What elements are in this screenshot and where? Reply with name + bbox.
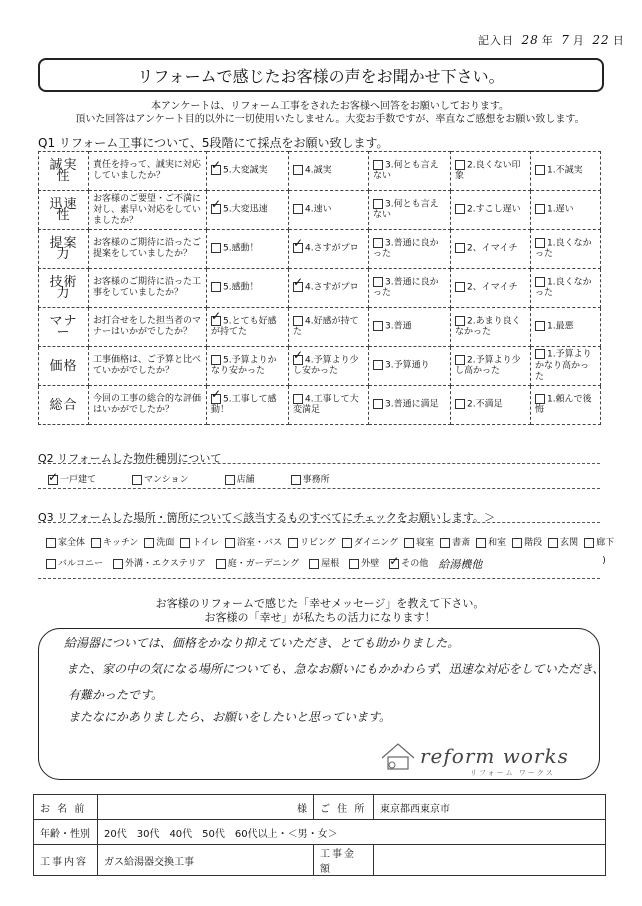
intro-line-2: 頂いた回答はアンケート目的以外に一切使用いたしません。大変お手数ですが、率直なご感想をお願い致します。 bbox=[75, 114, 585, 125]
criterion-label: 価格 bbox=[39, 347, 89, 386]
checkbox[interactable] bbox=[455, 282, 465, 292]
entry-date bbox=[478, 32, 625, 48]
rating-option-label: 5.感動！ bbox=[223, 243, 259, 254]
property-type-option[interactable] bbox=[225, 472, 255, 485]
message-title bbox=[60, 597, 580, 625]
criterion-label: 誠実性 bbox=[39, 152, 89, 191]
rating-option-label: 5.とても好感が持てた bbox=[211, 316, 277, 338]
rating-option[interactable] bbox=[369, 152, 451, 191]
rating-option-label: 4.好感が持てた bbox=[293, 316, 359, 338]
place-option-label: 和室 bbox=[488, 538, 507, 548]
address-label: ご 住 所 bbox=[314, 795, 374, 820]
checkbox[interactable] bbox=[548, 538, 558, 548]
handwritten-line: またなにかありましたら、お願いをしたいと思っています。 bbox=[68, 710, 392, 724]
checkbox[interactable] bbox=[46, 538, 56, 548]
rating-option-label: 3.予算通り bbox=[385, 360, 430, 371]
place-option-label: 洗面 bbox=[156, 538, 175, 548]
checkbox[interactable] bbox=[144, 538, 154, 548]
checkbox[interactable] bbox=[309, 559, 319, 569]
rating-option[interactable] bbox=[451, 308, 531, 347]
checkbox[interactable] bbox=[293, 282, 303, 292]
checkbox[interactable] bbox=[535, 394, 545, 404]
place-option[interactable] bbox=[46, 535, 85, 548]
checkbox[interactable] bbox=[48, 475, 58, 485]
divider bbox=[38, 488, 600, 489]
criterion-question: お客様のご期待に沿ったご提案をしていましたか？ bbox=[89, 230, 207, 269]
rating-option-label: 3.普通 bbox=[385, 321, 412, 332]
age-gender-label: 年齢・性別 bbox=[34, 820, 98, 845]
place-option-label: 外溝・エクステリア bbox=[125, 559, 206, 569]
rating-option-label: 3.普通に良かった bbox=[373, 277, 439, 299]
rating-option[interactable] bbox=[531, 308, 601, 347]
date-month-unit: 月 bbox=[572, 34, 585, 47]
checkbox[interactable] bbox=[373, 160, 383, 170]
rating-option[interactable] bbox=[369, 347, 451, 386]
reform-works-logo: reform works bbox=[420, 744, 569, 768]
rating-row bbox=[39, 230, 601, 269]
rating-option[interactable] bbox=[289, 308, 369, 347]
place-option-label: 玄関 bbox=[560, 538, 579, 548]
place-option[interactable] bbox=[512, 535, 542, 548]
place-option[interactable] bbox=[389, 556, 428, 572]
date-year: 28 bbox=[521, 33, 539, 47]
place-option-label: キッチン bbox=[103, 538, 139, 548]
rating-option[interactable] bbox=[207, 386, 289, 425]
rating-row bbox=[39, 386, 601, 425]
place-options-row-2 bbox=[46, 556, 606, 572]
checkbox[interactable] bbox=[211, 243, 221, 253]
place-option[interactable] bbox=[225, 535, 282, 548]
checkbox[interactable] bbox=[291, 475, 301, 485]
checkbox[interactable] bbox=[293, 394, 303, 404]
rating-option[interactable] bbox=[289, 230, 369, 269]
rating-option[interactable] bbox=[531, 230, 601, 269]
address-value: 東京都西東京市 bbox=[374, 795, 606, 820]
rating-option-label: 5.工事して感動！ bbox=[211, 394, 277, 416]
rating-option[interactable] bbox=[289, 191, 369, 230]
rating-option[interactable] bbox=[451, 347, 531, 386]
property-type-label: 一戸建て bbox=[60, 475, 97, 485]
date-year-unit: 年 bbox=[541, 34, 554, 47]
property-type-options bbox=[48, 472, 330, 485]
message-title-line-2: お客様の「幸せ」が私たちの活力になります！ bbox=[204, 611, 436, 624]
rating-option-label: 5.予算よりかなり安かった bbox=[211, 355, 277, 377]
criterion-question: お客様のご期待に沿った工事をしていましたか？ bbox=[89, 269, 207, 308]
checkbox[interactable] bbox=[535, 321, 545, 331]
checkbox[interactable] bbox=[455, 355, 465, 365]
rating-option[interactable] bbox=[451, 269, 531, 308]
rating-option[interactable] bbox=[369, 191, 451, 230]
rating-option-label: 5.大変誠実 bbox=[223, 165, 268, 176]
rating-option-label: 1.遅い bbox=[547, 204, 574, 215]
handwritten-line: 有難かったです。 bbox=[68, 688, 164, 702]
checkbox[interactable] bbox=[211, 204, 221, 214]
rating-option-label: 1.良くなかった bbox=[535, 238, 592, 260]
checkbox[interactable] bbox=[455, 316, 465, 326]
place-option-label: 外壁 bbox=[361, 559, 380, 569]
criterion-question: お打合せをした担当者のマナーはいかがでしたか？ bbox=[89, 308, 207, 347]
rating-option-label: 3.普通に良かった bbox=[373, 238, 439, 260]
checkbox[interactable] bbox=[455, 160, 465, 170]
property-type-option[interactable] bbox=[291, 472, 330, 485]
checkbox[interactable] bbox=[373, 360, 383, 370]
other-close-paren: ) bbox=[602, 556, 606, 566]
criterion-label: マナー bbox=[39, 308, 89, 347]
checkbox[interactable] bbox=[211, 165, 221, 175]
checkbox[interactable] bbox=[211, 316, 221, 326]
rating-option-label: 4.さすがプロ bbox=[305, 243, 359, 254]
place-option[interactable] bbox=[440, 535, 470, 548]
checkbox[interactable] bbox=[225, 538, 235, 548]
rating-option-label: 3.何とも言えない bbox=[373, 160, 439, 182]
checkbox[interactable] bbox=[293, 355, 303, 365]
rating-option-label: 1.予算よりかなり高かった bbox=[535, 349, 592, 382]
checkbox[interactable] bbox=[288, 538, 298, 548]
amount-label: 工事金額 bbox=[314, 845, 374, 876]
place-option[interactable] bbox=[349, 556, 379, 572]
checkbox[interactable] bbox=[535, 349, 545, 359]
checkbox[interactable] bbox=[91, 538, 101, 548]
checkbox[interactable] bbox=[535, 277, 545, 287]
place-option[interactable] bbox=[144, 535, 174, 548]
checkbox[interactable] bbox=[113, 559, 123, 569]
rating-option[interactable] bbox=[531, 152, 601, 191]
handwritten-line: 給湯器については、価格をかなり抑えていただき、とても助かりました。 bbox=[64, 636, 460, 650]
place-option-label: トイレ bbox=[192, 538, 219, 548]
criterion-question: 今回の工事の総合的な評価はいかがでしたか？ bbox=[89, 386, 207, 425]
place-option-label: 寝室 bbox=[416, 538, 435, 548]
checkbox[interactable] bbox=[440, 538, 450, 548]
rating-option-label: 1.良くなかった bbox=[535, 277, 592, 299]
amount-value bbox=[374, 845, 606, 876]
rating-option[interactable] bbox=[531, 347, 601, 386]
checkbox[interactable] bbox=[535, 238, 545, 248]
property-type-label: 事務所 bbox=[302, 475, 330, 485]
rating-option[interactable] bbox=[369, 230, 451, 269]
rating-option[interactable] bbox=[451, 230, 531, 269]
place-option-label: 書斎 bbox=[452, 538, 471, 548]
rating-option[interactable] bbox=[451, 152, 531, 191]
rating-option-label: 4.誠実 bbox=[305, 165, 332, 176]
place-option[interactable] bbox=[584, 535, 614, 548]
place-option[interactable] bbox=[548, 535, 578, 548]
rating-row bbox=[39, 269, 601, 308]
property-type-label: マンション bbox=[144, 475, 189, 485]
checkbox[interactable] bbox=[225, 475, 235, 485]
rating-row bbox=[39, 347, 601, 386]
rating-option-label: 5.大変迅速 bbox=[223, 204, 268, 215]
intro-text bbox=[60, 100, 600, 126]
rating-option[interactable] bbox=[531, 269, 601, 308]
place-option[interactable] bbox=[180, 535, 219, 548]
rating-option-label: 1.最悪 bbox=[547, 321, 574, 332]
rating-option[interactable] bbox=[207, 347, 289, 386]
property-type-option[interactable] bbox=[132, 472, 189, 485]
checkbox[interactable] bbox=[211, 282, 221, 292]
rating-option[interactable] bbox=[289, 386, 369, 425]
checkbox[interactable] bbox=[455, 399, 465, 409]
rating-option[interactable] bbox=[207, 308, 289, 347]
work-value: ガス給湯器交換工事 bbox=[98, 845, 314, 876]
survey-title: リフォームで感じたお客様の声をお聞かせ下さい。 bbox=[38, 58, 604, 92]
checkbox[interactable] bbox=[349, 559, 359, 569]
q1-heading: Q1 リフォーム工事について、5段階にて採点をお願い致します。 bbox=[38, 136, 389, 150]
place-option-label: バルコニー bbox=[58, 559, 104, 569]
checkbox[interactable] bbox=[389, 559, 399, 569]
rating-option[interactable] bbox=[531, 386, 601, 425]
place-options-row-1 bbox=[46, 535, 615, 548]
rating-option-label: 4.予算より少し安かった bbox=[293, 355, 359, 377]
rating-option[interactable] bbox=[369, 308, 451, 347]
rating-row bbox=[39, 308, 601, 347]
rating-option-label: 1.頼んで後悔 bbox=[535, 394, 592, 416]
criterion-label: 提案力 bbox=[39, 230, 89, 269]
rating-option-label: 1.不誠実 bbox=[547, 165, 583, 176]
place-option-label: リビング bbox=[299, 538, 336, 548]
divider bbox=[38, 578, 600, 579]
rating-option-label: 2.あまり良くなかった bbox=[455, 316, 521, 338]
rating-option-label: 2、イマイチ bbox=[467, 243, 518, 254]
rating-option-label: 4.工事して大変満足 bbox=[293, 394, 359, 416]
checkbox[interactable] bbox=[373, 399, 383, 409]
criterion-label: 技術力 bbox=[39, 269, 89, 308]
checkbox[interactable] bbox=[293, 165, 303, 175]
name-value: 様 bbox=[98, 795, 314, 820]
checkbox[interactable] bbox=[46, 559, 56, 569]
customer-info-table bbox=[33, 794, 606, 876]
checkbox[interactable] bbox=[180, 538, 190, 548]
place-option-label: 階段 bbox=[524, 538, 543, 548]
rating-option-label: 2、イマイチ bbox=[467, 282, 518, 293]
rating-option[interactable] bbox=[369, 269, 451, 308]
work-label: 工事内容 bbox=[34, 845, 98, 876]
q3-heading: Q3 リフォームした場所・箇所について＜該当するものすべてにチェックをお願いします。＞ bbox=[38, 511, 495, 524]
checkbox[interactable] bbox=[373, 321, 383, 331]
checkbox[interactable] bbox=[373, 238, 383, 248]
rating-option[interactable] bbox=[207, 191, 289, 230]
checkbox[interactable] bbox=[512, 538, 522, 548]
reform-works-logo-sub: リフォーム ワークス bbox=[470, 769, 555, 777]
place-option[interactable] bbox=[46, 556, 103, 572]
property-type-label: 店舗 bbox=[236, 475, 255, 485]
checkbox[interactable] bbox=[216, 559, 226, 569]
date-day: 22 bbox=[592, 33, 610, 47]
rating-row bbox=[39, 152, 601, 191]
rating-option[interactable] bbox=[207, 269, 289, 308]
date-month: 7 bbox=[561, 33, 570, 47]
checkbox[interactable] bbox=[293, 204, 303, 214]
criterion-question: 責任を持って、誠実に対応していましたか？ bbox=[89, 152, 207, 191]
house-logo-icon bbox=[378, 740, 418, 772]
checkbox[interactable] bbox=[455, 243, 465, 253]
criterion-question: お客様のご要望・ご不満に対し、素早い対応をしていましたか？ bbox=[89, 191, 207, 230]
place-option-label: 庭・ガーデニング bbox=[227, 559, 300, 569]
rating-option-label: 5.感動！ bbox=[223, 282, 259, 293]
rating-option[interactable] bbox=[289, 152, 369, 191]
rating-option[interactable] bbox=[289, 347, 369, 386]
place-option-label: 屋根 bbox=[321, 559, 340, 569]
rating-option-label: 2.不満足 bbox=[467, 399, 503, 410]
other-place-text: 給湯機他 bbox=[438, 558, 483, 571]
criterion-label: 総合 bbox=[39, 386, 89, 425]
place-option[interactable] bbox=[113, 556, 206, 572]
property-type-option[interactable] bbox=[48, 472, 96, 485]
rating-option[interactable] bbox=[531, 191, 601, 230]
checkbox[interactable] bbox=[476, 538, 486, 548]
divider bbox=[38, 522, 600, 523]
rating-option[interactable] bbox=[369, 386, 451, 425]
name-label: お 名 前 bbox=[34, 795, 98, 820]
place-option-label: 浴室・バス bbox=[236, 538, 282, 548]
place-option-label: 廊下 bbox=[596, 538, 615, 548]
criterion-label: 迅速性 bbox=[39, 191, 89, 230]
rating-option-label: 2.予算より少し高かった bbox=[455, 355, 521, 377]
checkbox[interactable] bbox=[373, 277, 383, 287]
place-option-label: その他 bbox=[401, 559, 429, 569]
rating-option-label: 2.良くない印象 bbox=[455, 160, 521, 182]
checkbox[interactable] bbox=[535, 165, 545, 175]
place-option-label: 家全体 bbox=[58, 538, 86, 548]
rating-option-label: 4.さすがプロ bbox=[305, 282, 359, 293]
rating-option[interactable] bbox=[451, 386, 531, 425]
place-option-label: ダイニング bbox=[353, 538, 399, 548]
rating-option-label: 2.すこし遅い bbox=[467, 204, 521, 215]
checkbox[interactable] bbox=[584, 538, 594, 548]
checkbox[interactable] bbox=[535, 204, 545, 214]
checkbox[interactable] bbox=[342, 538, 352, 548]
criterion-question: 工事価格は、ご予算と比べていかがでしたか？ bbox=[89, 347, 207, 386]
checkbox[interactable] bbox=[404, 538, 414, 548]
rating-option[interactable] bbox=[207, 230, 289, 269]
message-title-line-1: お客様のリフォームで感じた「幸せメッセージ」を教えて下さい。 bbox=[155, 597, 485, 610]
checkbox[interactable] bbox=[211, 394, 221, 404]
handwritten-line: また、家の中の気になる場所についても、急なお願いにもかかわらず、迅速な対応をしていただき、 bbox=[66, 662, 605, 676]
rating-option[interactable] bbox=[207, 152, 289, 191]
date-day-unit: 日 bbox=[612, 34, 625, 47]
intro-line-1: 本アンケートは、リフォーム工事をされたお客様へ回答をお願いしております。 bbox=[150, 101, 510, 112]
rating-table bbox=[38, 151, 601, 425]
checkbox[interactable] bbox=[455, 204, 465, 214]
date-label: 記入日 bbox=[478, 34, 514, 47]
q2-heading: Q2 リフォームした物件種別について bbox=[38, 452, 222, 465]
checkbox[interactable] bbox=[373, 199, 383, 209]
rating-row bbox=[39, 191, 601, 230]
checkbox[interactable] bbox=[293, 316, 303, 326]
rating-option[interactable] bbox=[289, 269, 369, 308]
checkbox[interactable] bbox=[132, 475, 142, 485]
place-option[interactable] bbox=[309, 556, 339, 572]
place-option[interactable] bbox=[216, 556, 299, 572]
rating-option-label: 4.速い bbox=[305, 204, 332, 215]
place-option[interactable] bbox=[288, 535, 336, 548]
rating-option-label: 3.何とも言えない bbox=[373, 199, 439, 221]
place-option[interactable] bbox=[342, 535, 398, 548]
checkbox[interactable] bbox=[211, 355, 221, 365]
rating-option[interactable] bbox=[451, 191, 531, 230]
place-option[interactable] bbox=[404, 535, 434, 548]
divider bbox=[38, 463, 600, 464]
age-gender-value: 20代 30代 40代 50代 60代以上・＜男・女＞ bbox=[98, 820, 606, 845]
place-option[interactable] bbox=[91, 535, 138, 548]
rating-option-label: 3.普通に満足 bbox=[385, 399, 439, 410]
place-option[interactable] bbox=[476, 535, 506, 548]
checkbox[interactable] bbox=[293, 243, 303, 253]
